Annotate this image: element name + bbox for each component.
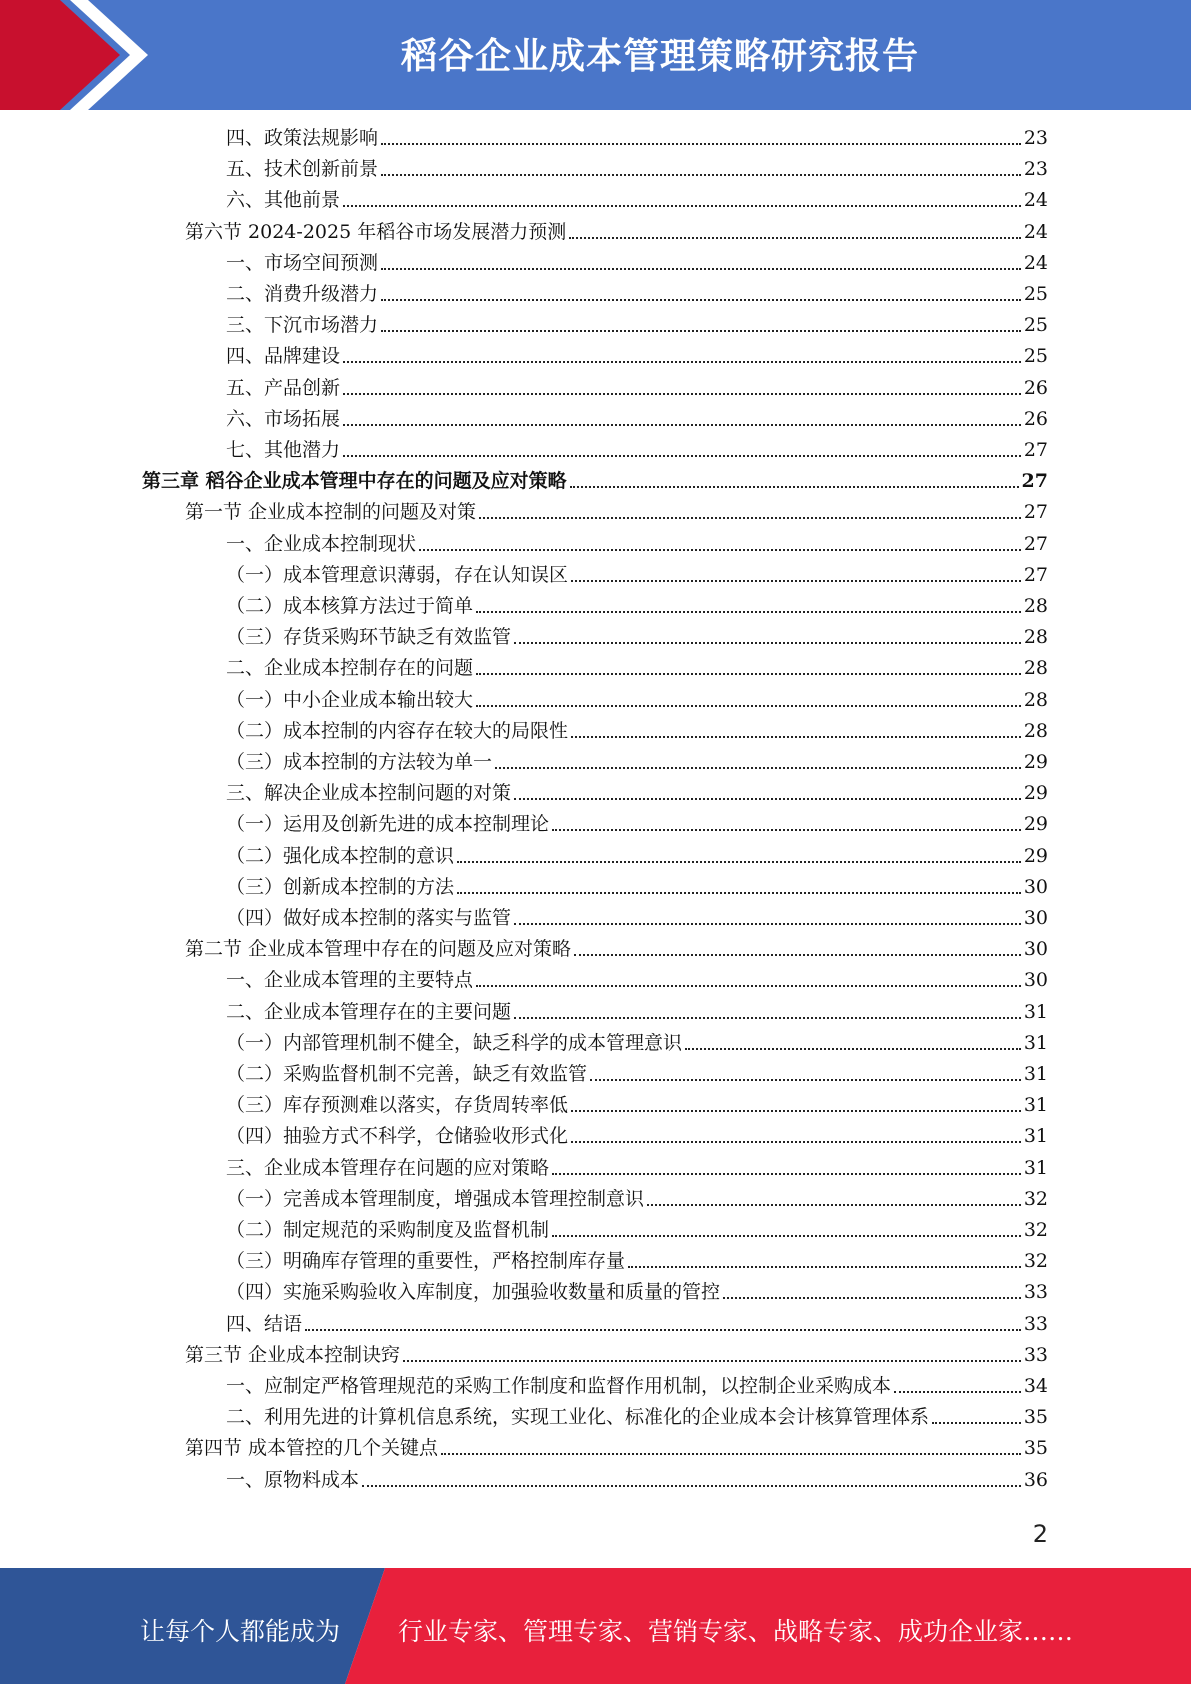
footer-banner [0, 1568, 1191, 1684]
red-chevron-decoration [0, 0, 160, 110]
toc-subsection-entry[interactable] [226, 313, 1048, 337]
toc-entry-page: 30 [1023, 938, 1048, 960]
toc-subsection-entry[interactable] [226, 344, 1048, 368]
toc-dot-leader [343, 455, 1021, 457]
toc-entry-label: （三）存货采购环节缺乏有效监管 [226, 626, 512, 648]
toc-subsection-entry[interactable] [226, 844, 1048, 868]
toc-entry-label: （二）制定规范的采购制度及监督机制 [226, 1219, 550, 1241]
toc-dot-leader [723, 1297, 1021, 1299]
toc-entry-page: 29 [1023, 845, 1048, 867]
toc-dot-leader [381, 143, 1021, 145]
toc-entry-page: 31 [1023, 1157, 1048, 1179]
toc-dot-leader [932, 1422, 1021, 1424]
toc-subsection-entry[interactable] [226, 282, 1048, 306]
toc-dot-leader [479, 517, 1021, 519]
toc-dot-leader [381, 174, 1021, 176]
toc-entry-page: 28 [1023, 657, 1048, 679]
toc-chapter-entry[interactable] [142, 469, 1048, 493]
toc-entry-label: （三）明确库存管理的重要性，严格控制库存量 [226, 1250, 626, 1272]
toc-entry-label: 三、解决企业成本控制问题的对策 [226, 782, 512, 804]
toc-subsection-entry[interactable] [226, 1062, 1048, 1086]
report-title: 稻谷企业成本管理策略研究报告 [400, 36, 919, 77]
toc-dot-leader [403, 1360, 1021, 1362]
toc-entry-label: 第一节 企业成本控制的问题及对策 [185, 501, 477, 523]
toc-entry-page: 23 [1023, 127, 1048, 149]
toc-dot-leader [343, 393, 1021, 395]
toc-entry-page: 33 [1023, 1281, 1048, 1303]
toc-entry-page: 32 [1023, 1219, 1048, 1241]
footer-slogan-right: 行业专家、管理专家、营销专家、战略专家、成功企业家…… [398, 1617, 1074, 1646]
toc-entry-page: 27 [1023, 501, 1048, 523]
toc-subsection-entry[interactable] [226, 1156, 1048, 1180]
toc-entry-page: 30 [1023, 969, 1048, 991]
toc-subsection-entry[interactable] [226, 1468, 1048, 1492]
toc-subsection-entry[interactable] [226, 1031, 1048, 1055]
toc-entry-page: 26 [1023, 377, 1048, 399]
toc-section-entry[interactable] [185, 1436, 1048, 1460]
toc-entry-page: 31 [1023, 1032, 1048, 1054]
toc-entry-page: 32 [1023, 1188, 1048, 1210]
toc-entry-page: 27 [1021, 470, 1048, 492]
toc-dot-leader [552, 1173, 1021, 1175]
toc-entry-label: 二、企业成本管理存在的主要问题 [226, 1001, 512, 1023]
toc-entry-page: 31 [1023, 1094, 1048, 1116]
toc-entry-label: （四）实施采购验收入库制度，加强验收数量和质量的管控 [226, 1281, 721, 1303]
toc-dot-leader [476, 985, 1021, 987]
toc-dot-leader [571, 1141, 1021, 1143]
toc-entry-page: 28 [1023, 626, 1048, 648]
toc-subsection-entry[interactable] [226, 719, 1048, 743]
toc-subsection-entry[interactable] [226, 812, 1048, 836]
toc-entry-page: 33 [1023, 1344, 1048, 1366]
toc-subsection-entry[interactable] [226, 376, 1048, 400]
toc-dot-leader [343, 361, 1021, 363]
toc-subsection-entry[interactable] [226, 438, 1048, 462]
toc-subsection-entry[interactable] [226, 1312, 1048, 1336]
toc-dot-leader [514, 642, 1021, 644]
toc-dot-leader [569, 237, 1021, 239]
toc-entry-label: （一）成本管理意识薄弱，存在认知误区 [226, 564, 569, 586]
toc-entry-page: 29 [1023, 782, 1048, 804]
toc-dot-leader [685, 1048, 1021, 1050]
toc-entry-page: 29 [1023, 813, 1048, 835]
toc-entry-label: 五、产品创新 [226, 377, 341, 399]
toc-entry-label: 第二节 企业成本管理中存在的问题及应对策略 [185, 938, 572, 960]
toc-entry-label: （四）抽验方式不科学，仓储验收形式化 [226, 1125, 569, 1147]
toc-section-entry[interactable] [185, 1343, 1048, 1367]
toc-dot-leader [343, 424, 1021, 426]
toc-entry-label: （二）采购监督机制不完善，缺乏有效监管 [226, 1063, 588, 1085]
toc-subsection-entry[interactable] [226, 594, 1048, 618]
toc-subsection-entry[interactable] [226, 1280, 1048, 1304]
toc-entry-page: 31 [1023, 1125, 1048, 1147]
toc-subsection-entry[interactable] [226, 126, 1048, 150]
toc-dot-leader [590, 1079, 1021, 1081]
toc-entry-label: 二、消费升级潜力 [226, 283, 379, 305]
toc-subsection-entry[interactable] [226, 906, 1048, 930]
toc-entry-page: 34 [1023, 1375, 1048, 1397]
toc-subsection-entry[interactable] [226, 875, 1048, 899]
toc-entry-page: 35 [1023, 1437, 1048, 1459]
toc-entry-label: （一）内部管理机制不健全，缺乏科学的成本管理意识 [226, 1032, 683, 1054]
toc-subsection-entry[interactable] [226, 563, 1048, 587]
toc-entry-label: 二、利用先进的计算机信息系统，实现工业化、标准化的企业成本会计核算管理体系 [226, 1406, 930, 1428]
toc-entry-page: 24 [1023, 252, 1048, 274]
toc-dot-leader [571, 1110, 1021, 1112]
toc-entry-label: （一）运用及创新先进的成本控制理论 [226, 813, 550, 835]
header-banner [0, 0, 1191, 110]
toc-entry-page: 25 [1023, 314, 1048, 336]
toc-entry-label: 第六节 2024-2025 年稻谷市场发展潜力预测 [185, 221, 567, 243]
toc-entry-label: （一）中小企业成本输出较大 [226, 689, 474, 711]
toc-dot-leader [514, 798, 1021, 800]
toc-entry-page: 28 [1023, 595, 1048, 617]
toc-entry-label: （四）做好成本控制的落实与监管 [226, 907, 512, 929]
toc-dot-leader [476, 611, 1021, 613]
toc-entry-label: （二）强化成本控制的意识 [226, 845, 455, 867]
toc-dot-leader [343, 205, 1021, 207]
toc-entry-page: 33 [1023, 1313, 1048, 1335]
toc-dot-leader [476, 673, 1021, 675]
toc-entry-label: 一、应制定严格管理规范的采购工作制度和监督作用机制，以控制企业采购成本 [226, 1375, 892, 1397]
toc-entry-page: 28 [1023, 720, 1048, 742]
toc-entry-page: 26 [1023, 408, 1048, 430]
toc-entry-page: 27 [1023, 533, 1048, 555]
toc-dot-leader [628, 1266, 1021, 1268]
toc-dot-leader [514, 923, 1021, 925]
toc-subsection-entry[interactable] [226, 1093, 1048, 1117]
toc-entry-label: 四、政策法规影响 [226, 127, 379, 149]
toc-entry-label: 七、其他潜力 [226, 439, 341, 461]
toc-entry-label: 第三章 稻谷企业成本管理中存在的问题及应对策略 [142, 470, 567, 492]
toc-entry-label: 六、市场拓展 [226, 408, 341, 430]
toc-entry-label: 第四节 成本管控的几个关键点 [185, 1437, 439, 1459]
toc-entry-label: 第三节 企业成本控制诀窍 [185, 1344, 401, 1366]
toc-dot-leader [457, 861, 1021, 863]
toc-subsection-entry[interactable] [226, 1374, 1048, 1398]
toc-subsection-entry[interactable] [226, 157, 1048, 181]
toc-entry-label: 四、品牌建设 [226, 345, 341, 367]
toc-section-entry[interactable] [185, 220, 1048, 244]
toc-subsection-entry[interactable] [226, 1218, 1048, 1242]
toc-entry-page: 23 [1023, 158, 1048, 180]
toc-entry-page: 25 [1023, 345, 1048, 367]
toc-entry-page: 36 [1023, 1469, 1048, 1491]
toc-subsection-entry[interactable] [226, 781, 1048, 805]
toc-entry-label: 三、下沉市场潜力 [226, 314, 379, 336]
toc-entry-label: 一、企业成本管理的主要特点 [226, 969, 474, 991]
toc-subsection-entry[interactable] [226, 1124, 1048, 1148]
toc-subsection-entry[interactable] [226, 188, 1048, 212]
toc-entry-page: 35 [1023, 1406, 1048, 1428]
toc-subsection-entry[interactable] [226, 407, 1048, 431]
toc-dot-leader [305, 1329, 1021, 1331]
toc-dot-leader [381, 268, 1021, 270]
toc-entry-page: 32 [1023, 1250, 1048, 1272]
toc-entry-page: 29 [1023, 751, 1048, 773]
toc-dot-leader [457, 892, 1021, 894]
toc-entry-label: （三）成本控制的方法较为单一 [226, 751, 493, 773]
toc-entry-page: 31 [1023, 1001, 1048, 1023]
toc-subsection-entry[interactable] [226, 625, 1048, 649]
toc-subsection-entry[interactable] [226, 1000, 1048, 1024]
toc-entry-label: 四、结语 [226, 1313, 303, 1335]
toc-subsection-entry[interactable] [226, 1187, 1048, 1211]
toc-subsection-entry[interactable] [226, 1405, 1048, 1429]
toc-entry-label: （三）库存预测难以落实，存货周转率低 [226, 1094, 569, 1116]
toc-dot-leader [647, 1204, 1021, 1206]
toc-dot-leader [552, 1235, 1021, 1237]
toc-entry-page: 31 [1023, 1063, 1048, 1085]
toc-dot-leader [362, 1485, 1021, 1487]
toc-section-entry[interactable] [185, 500, 1048, 524]
toc-subsection-entry[interactable] [226, 750, 1048, 774]
toc-entry-label: （一）完善成本管理制度，增强成本管理控制意识 [226, 1188, 645, 1210]
toc-entry-page: 24 [1023, 221, 1048, 243]
toc-dot-leader [419, 549, 1021, 551]
toc-entry-page: 28 [1023, 689, 1048, 711]
toc-entry-label: （三）创新成本控制的方法 [226, 876, 455, 898]
toc-entry-page: 27 [1023, 439, 1048, 461]
toc-subsection-entry[interactable] [226, 251, 1048, 275]
toc-dot-leader [574, 954, 1021, 956]
footer-slogan-left: 让每个人都能成为 [140, 1617, 341, 1646]
toc-dot-leader [514, 1017, 1021, 1019]
toc-entry-page: 27 [1023, 564, 1048, 586]
toc-entry-label: 五、技术创新前景 [226, 158, 379, 180]
toc-subsection-entry[interactable] [226, 656, 1048, 680]
toc-entry-label: （二）成本控制的内容存在较大的局限性 [226, 720, 569, 742]
toc-entry-label: 一、原物料成本 [226, 1469, 360, 1491]
toc-dot-leader [571, 580, 1021, 582]
toc-dot-leader [381, 299, 1021, 301]
toc-entry-page: 25 [1023, 283, 1048, 305]
toc-entry-label: 一、企业成本控制现状 [226, 533, 417, 555]
toc-dot-leader [381, 330, 1021, 332]
toc-dot-leader [441, 1453, 1021, 1455]
toc-entry-label: 六、其他前景 [226, 189, 341, 211]
toc-dot-leader [495, 767, 1021, 769]
toc-entry-page: 30 [1023, 907, 1048, 929]
toc-entry-label: 一、市场空间预测 [226, 252, 379, 274]
toc-entry-page: 30 [1023, 876, 1048, 898]
toc-section-entry[interactable] [185, 937, 1048, 961]
toc-dot-leader [894, 1391, 1021, 1393]
toc-subsection-entry[interactable] [226, 968, 1048, 992]
toc-dot-leader [571, 736, 1021, 738]
page-number: 2 [1032, 1520, 1048, 1548]
toc-entry-page: 24 [1023, 189, 1048, 211]
toc-subsection-entry[interactable] [226, 532, 1048, 556]
toc-dot-leader [552, 829, 1021, 831]
toc-subsection-entry[interactable] [226, 1249, 1048, 1273]
toc-entry-label: （二）成本核算方法过于简单 [226, 595, 474, 617]
toc-entry-label: 二、企业成本控制存在的问题 [226, 657, 474, 679]
toc-entry-label: 三、企业成本管理存在问题的应对策略 [226, 1157, 550, 1179]
toc-dot-leader [476, 705, 1021, 707]
toc-dot-leader [570, 486, 1019, 488]
toc-subsection-entry[interactable] [226, 688, 1048, 712]
